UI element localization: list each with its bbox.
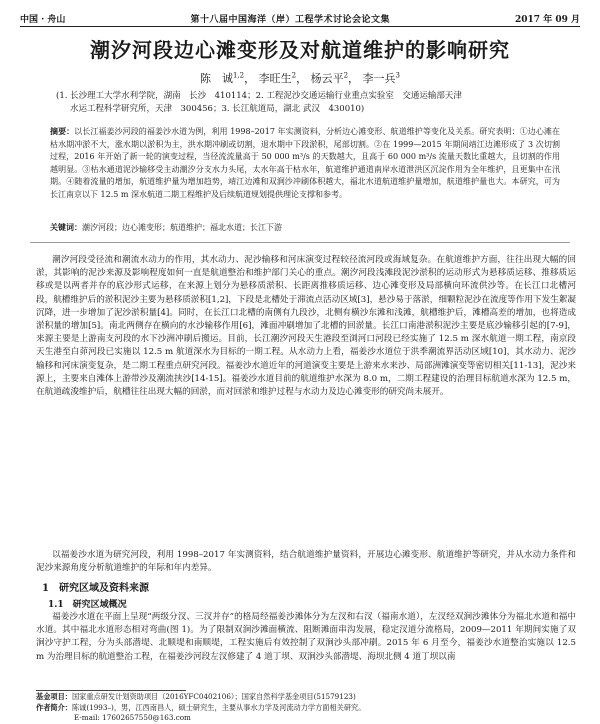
affiliations (56, 90, 560, 116)
author-bio: 作者简介：陈诚(1993–)，男，江西南昌人，硕士研究生，主要从事水力学及河流动力学方面相关研究。 (36, 702, 366, 712)
divider (30, 242, 570, 243)
subsection-heading: 1.1 研究区域概况 (48, 600, 127, 610)
keywords (50, 222, 560, 233)
author: 李旺生$^2$ (258, 71, 297, 85)
section-heading: 1 研究区域及资料来源 (42, 583, 149, 594)
header-proceedings: 第十八届中国海洋（岸）工程学术讨论会论文集 (190, 14, 390, 25)
body-paragraph: 福姜沙水道在平面上呈现“两级分汊、三汊并存”的格局经福姜沙滩体分为左汊和右汊（福南水道），左汊经双涧沙滩体分为福北水道和福中水道。其中福北水道形态相对弯曲(图 1)。为了限制双涧沙滩面横流、阻断滩面串沟发展，稳定汊道分流格局，2009—2011 年期间实施了双涧沙守护工程，分为头部潜堤、北顺堤和南顺堤，工程实施后有效控制了双涧沙头部冲刷。2015 年 6 月至今，福姜沙水道整治实施以 12.5 m 为治理目标的航道整治工程，在福姜沙河段左汊修建了 4 道丁坝、双涧沙头部潜堤、海坝北侧 4 道丁坝以南 (36, 612, 576, 662)
author-list: 陈 诚$^{1,2}$， 李旺生$^2$， 杨云平$^2$， 李一兵$^3$ (199, 71, 401, 85)
author: 陈 诚$^{1,2}$ (199, 71, 245, 85)
author: 杨云平$^2$ (310, 71, 349, 85)
footnote (36, 692, 576, 724)
author-email: E-mail: 17602657550@163.com (74, 713, 191, 722)
affiliation-line: (1. 长沙理工大学水利学院，湖南 长沙 410114；2. 工程泥沙交通运输行业重点实验室 交通运输部天津 (56, 91, 462, 101)
running-header (20, 10, 580, 27)
abstract-text: 以长江福姜沙河段的福姜沙水道为例，利用 1998–2017 年实测资料，分析边心滩变形、航道维护等变化及关系。研究表明：①边心滩在枯水期冲淤不大，涨水期以淤积为主，洪水期冲刷或切割，退水期中下段淤积，尾部切割。②在 1999—2015 年期间靖江边滩形成了 3 次切割过程，2016 年开始了新一轮的演变过程，当径流流量高于 50 000 m³/s 的天数越大，且高于 60 000 m³/s 流量天数比重越大，且切割的作用越明显。③枯水通道泥沙输移受主动潮汐分支水力头尾，太水年高于枯水年，航道维护通道南岸水道泄洪区沉淀作用为全年维护，且更集中在汛期。④随着流量的增加，航道维护量为增加趋势，靖江边滩和双涧沙冲刷体积越大，福北水道航道维护量增加，航道维护量也大。本研究，可为长江南京以下 12.5 m 深水航道二期工程维护及后续航道规划提供理论支撑和参考。 (50, 127, 560, 199)
keywords-text: 潮汐河段；边心滩变形；航道维护；福北水道；长江下游 (82, 223, 282, 232)
affiliation-line: 水运工程科学研究所，天津 300456；3. 长江航道局，湖北 武汉 430010) (70, 104, 365, 114)
abstract-label: 摘要： (50, 126, 75, 136)
footnote-rule (36, 690, 186, 691)
keywords-label: 关键词： (50, 222, 82, 232)
funding-note: 基金项目：国家重点研发计划资助项目（2016YFC0402106）；国家自然科学基金项目(51579123) (36, 692, 356, 701)
header-location: 中国 · 舟山 (20, 14, 66, 25)
body-paragraph: 以福姜沙水道为研究河段，利用 1998–2017 年实测资料，结合航道维护量资料，开展边心滩变形、航道维护等研究，并从水动力条件和泥沙来源角度分析航道维护的年际和年内差异。 (36, 550, 576, 574)
abstract (50, 125, 560, 202)
header-date: 2017 年 09 月 (515, 14, 580, 25)
author: 李一兵$^3$ (362, 71, 401, 85)
paper-title: 潮汐河段边心滩变形及对航道维护的影响研究 (90, 38, 510, 62)
body-paragraph: 潮汐河段受径流和潮流水动力的作用，其水动力、泥沙输移和河床演变过程较径流河段或海域复杂。在航道维护方面，往往出现大幅的回淤，其影响的泥沙来源及影响程度如何一直是航道整治和维护部门关心的重点。潮汐河段浅滩段泥沙淤积的运动形式为悬移质运移、推移质运移或是以两者并存的底沙形式运移，在来源上划分为悬移质淤积、长距离推移质运移、边心滩变形及局部横向环流供沙等。在长江口北槽河段，航槽维护后的淤积泥沙主要为悬移质淤积[1,2]，下段是北槽处于滞流点活动区域[3]，悬沙易于落淤，细颗粒泥沙在流度等作用下发生絮凝沉降，进一步增加了泥沙淤积量[4]。同时，在长江口北槽的南侧有九段沙，北侧有横沙东滩和浅滩，航槽维护后，滩槽高差的增加，也将造成淤积量的增加[5]。南北两侧存在横向的水沙输移作用[6]，滩面冲刷增加了北槽的回淤量。长江口南港淤积泥沙主要是底沙输移引起的[7-9]，来源主要是上游南支河段的水下沙洲冲刷后搬运。目前，长江潮汐河段天生港段至浏河口河段已经实施了 12.5 m 深水航道一期工程，南京段天生港至白茆河段已实施以 12.5 m 航道深水为目标的一期工程。从水动力上看，福姜沙水道位于洪季潮流界活动区域[10]，其水动力、泥沙输移和河床演变复杂，是二期工程重点研究河段。福姜沙水道近年的河道演变主要是上游来水来沙、局部洲滩演变等密切相关[11-13]，泥沙来源上，主要来自滩体上游带沙及潮流挟沙[14-15]。福姜沙水道目前的航道维护水深为 8.0 m，二期工程建设的治理目标航道水深为 12.5 m，在航道疏浚维护后，航槽往往出现大幅的回淤，而对回淤和维护过程与水动力及边心滩变形的研究尚未展开。 (36, 255, 576, 398)
